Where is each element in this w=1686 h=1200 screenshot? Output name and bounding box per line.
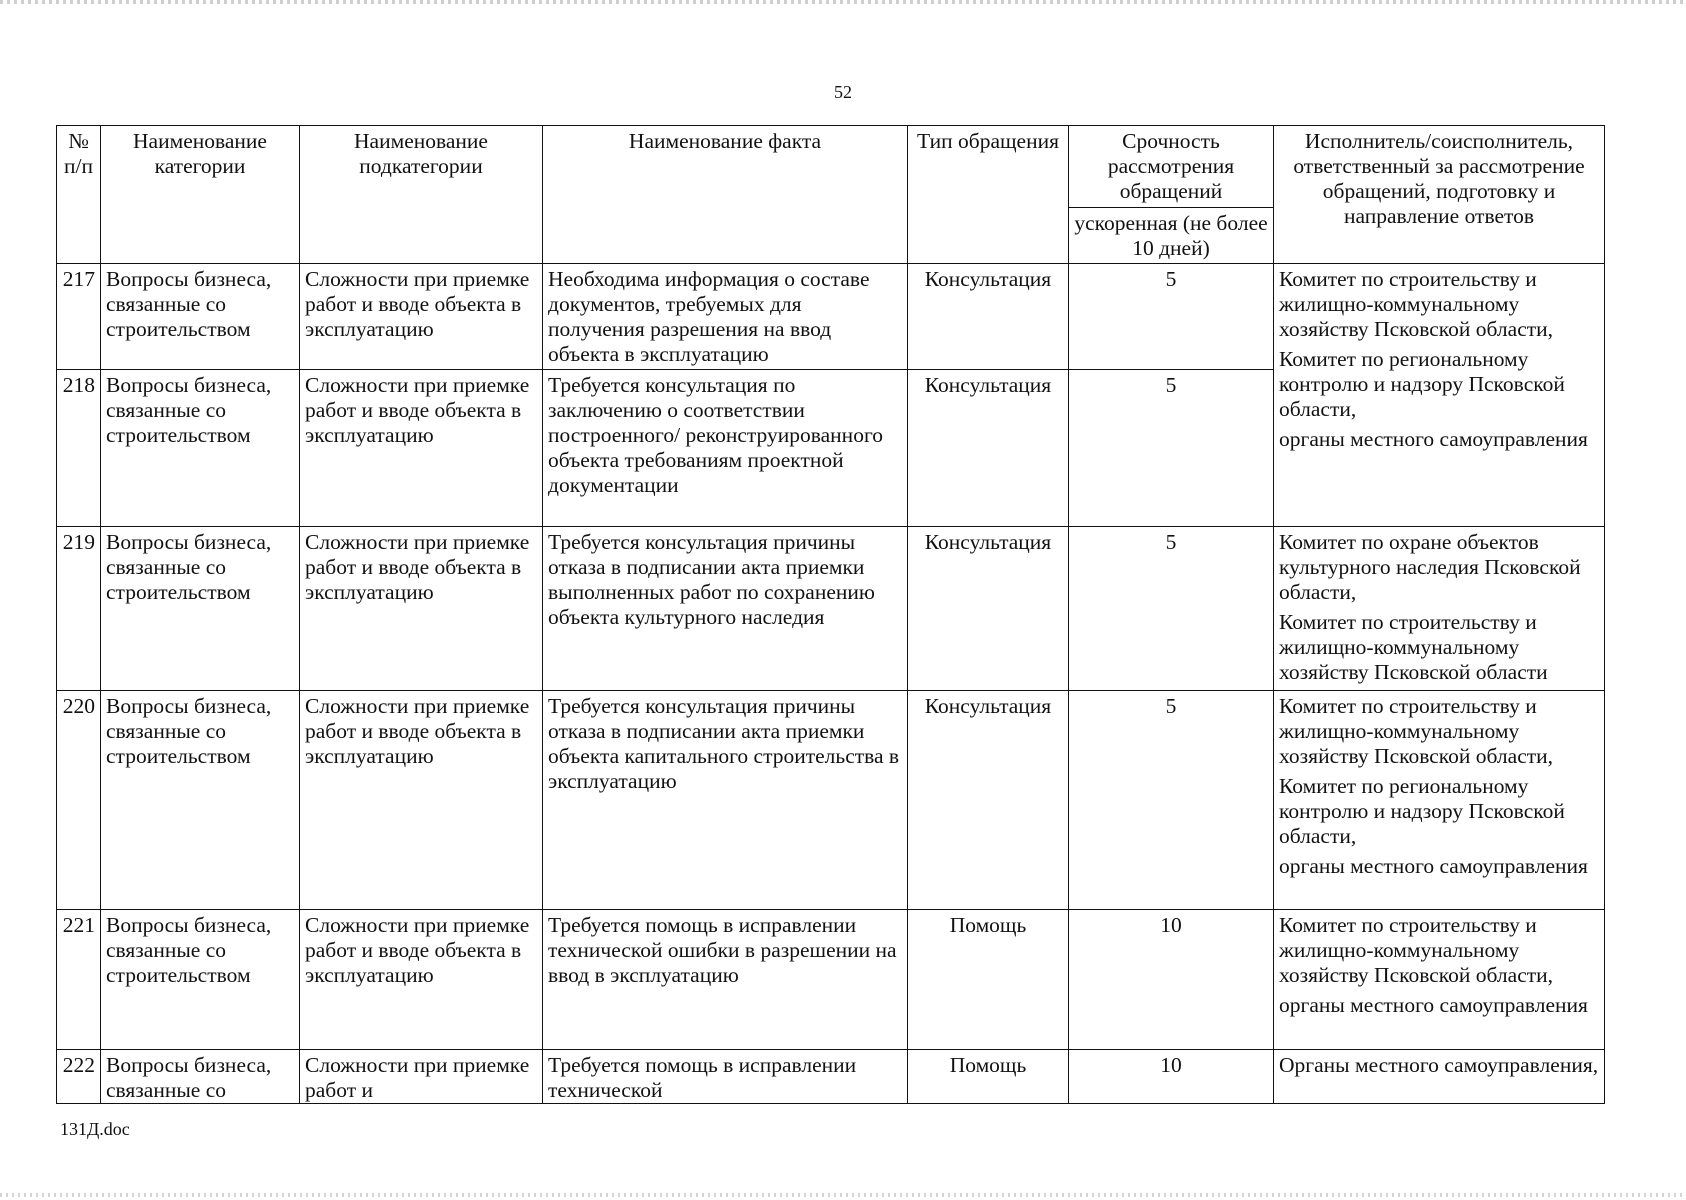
- row-executor: [1274, 1050, 1605, 1104]
- row-urgency: 5: [1069, 370, 1274, 527]
- row-executor: [1274, 910, 1605, 1050]
- row-subcategory: Сложности при приемке работ и вводе объекта в эксплуатацию: [300, 370, 543, 527]
- page-number: 52: [834, 82, 852, 102]
- header-row: [57, 126, 1605, 208]
- row-fact: Требуется помощь в исправлении технической: [543, 1050, 908, 1104]
- executor-item: органы местного самоуправления: [1279, 854, 1588, 878]
- row-number: 218: [57, 370, 101, 527]
- row-number: 220: [57, 691, 101, 910]
- row-fact: Требуется консультация причины отказа в подписании акта приемки выполненных работ по сохранению объекта культурного наследия: [543, 527, 908, 691]
- table-row: [57, 527, 1605, 691]
- table-row: [57, 910, 1605, 1050]
- row-urgency: 10: [1069, 1050, 1274, 1104]
- executor-item: Комитет по региональному контролю и надзору Псковской области,: [1279, 774, 1565, 848]
- row-executor: [1274, 691, 1605, 910]
- row-category: Вопросы бизнеса, связанные со строительством: [101, 691, 300, 910]
- row-subcategory: Сложности при приемке работ и вводе объекта в эксплуатацию: [300, 264, 543, 370]
- row-number: 222: [57, 1050, 101, 1104]
- row-urgency: 5: [1069, 691, 1274, 910]
- table-row: [57, 1050, 1605, 1104]
- row-category: Вопросы бизнеса, связанные со строительством: [101, 264, 300, 370]
- row-type: Консультация: [908, 527, 1069, 691]
- row-type: Консультация: [908, 370, 1069, 527]
- row-subcategory: Сложности при приемке работ и: [300, 1050, 543, 1104]
- row-type: Консультация: [908, 264, 1069, 370]
- header-category: Наименование категории: [101, 126, 300, 264]
- footer-filename: 131Д.doc: [60, 1119, 130, 1139]
- executor-item: Комитет по строительству и жилищно-коммунальному хозяйству Псковской области: [1279, 610, 1548, 684]
- row-category: Вопросы бизнеса, связанные со строительством: [101, 370, 300, 527]
- header-fact: Наименование факта: [543, 126, 908, 264]
- row-fact: Необходима информация о составе документов, требуемых для получения разрешения на ввод объекта в эксплуатацию: [543, 264, 908, 370]
- executor-item: Комитет по охране объектов культурного наследия Псковской области,: [1279, 530, 1581, 604]
- header-urgency: Срочность рассмотрения обращений: [1069, 126, 1274, 208]
- executor-item: Комитет по строительству и жилищно-коммунальному хозяйству Псковской области,: [1279, 267, 1554, 341]
- row-category: Вопросы бизнеса, связанные со: [101, 1050, 300, 1104]
- executor-item: Органы местного самоуправления,: [1279, 1053, 1599, 1077]
- row-fact: Требуется консультация по заключению о соответствии построенного/ реконструированного объекта требованиям проектной документации: [543, 370, 908, 527]
- row-number: 217: [57, 264, 101, 370]
- row-fact: Требуется помощь в исправлении технической ошибки в разрешении на ввод в эксплуатацию: [543, 910, 908, 1050]
- executor-item: органы местного самоуправления: [1279, 427, 1588, 451]
- table-row: [57, 691, 1605, 910]
- header-urgency-accelerated: ускоренная (не более 10 дней): [1069, 208, 1274, 264]
- row-category: Вопросы бизнеса, связанные со строительством: [101, 910, 300, 1050]
- header-executor: Исполнитель/соисполнитель, ответственный за рассмотрение обращений, подготовку и направление ответов: [1274, 126, 1605, 264]
- table-row: [57, 264, 1605, 370]
- executor-item: органы местного самоуправления: [1279, 993, 1588, 1017]
- row-urgency: 5: [1069, 527, 1274, 691]
- scan-edge-top: [0, 0, 1686, 4]
- scan-edge-bottom: [0, 1193, 1686, 1197]
- header-num: № п/п: [57, 126, 101, 264]
- header-subcategory: Наименование подкатегории: [300, 126, 543, 264]
- row-type: Консультация: [908, 691, 1069, 910]
- row-fact: Требуется консультация причины отказа в подписании акта приемки объекта капитального строительства в эксплуатацию: [543, 691, 908, 910]
- header-type: Тип обращения: [908, 126, 1069, 264]
- document-table: [56, 125, 1605, 1104]
- row-category: Вопросы бизнеса, связанные со строительством: [101, 527, 300, 691]
- row-type: Помощь: [908, 1050, 1069, 1104]
- row-subcategory: Сложности при приемке работ и вводе объекта в эксплуатацию: [300, 527, 543, 691]
- row-subcategory: Сложности при приемке работ и вводе объекта в эксплуатацию: [300, 691, 543, 910]
- row-urgency: 10: [1069, 910, 1274, 1050]
- row-executor: [1274, 264, 1605, 527]
- row-urgency: 5: [1069, 264, 1274, 370]
- row-number: 219: [57, 527, 101, 691]
- executor-item: Комитет по региональному контролю и надзору Псковской области,: [1279, 347, 1565, 421]
- row-number: 221: [57, 910, 101, 1050]
- row-type: Помощь: [908, 910, 1069, 1050]
- executor-item: Комитет по строительству и жилищно-коммунальному хозяйству Псковской области,: [1279, 913, 1554, 987]
- row-subcategory: Сложности при приемке работ и вводе объекта в эксплуатацию: [300, 910, 543, 1050]
- executor-item: Комитет по строительству и жилищно-коммунальному хозяйству Псковской области,: [1279, 694, 1554, 768]
- row-executor: [1274, 527, 1605, 691]
